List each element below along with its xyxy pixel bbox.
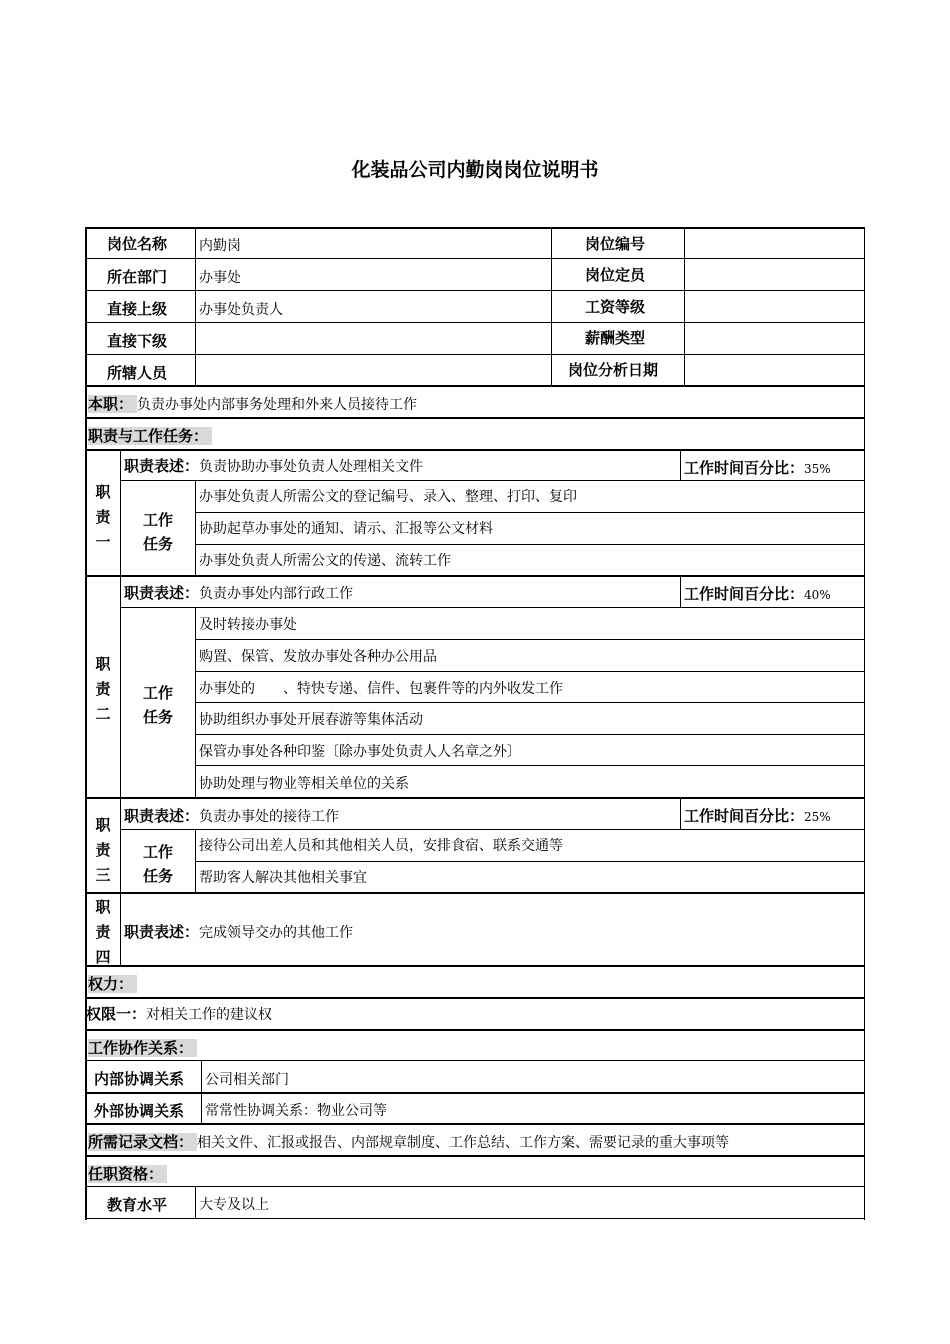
duty-1-pct-row xyxy=(684,458,831,479)
duty-2-label xyxy=(86,652,120,727)
duty-1-desc: 负责协助办事处负责人处理相关文件 xyxy=(199,459,424,475)
duty-2-char-3: 二 xyxy=(95,705,111,723)
qualification-header: 任职资格： xyxy=(88,1165,167,1183)
post-name-value: 内勤岗 xyxy=(199,238,241,254)
duty-1-task-label-2: 任务 xyxy=(142,535,173,553)
duties-header-row xyxy=(88,426,212,447)
duty-2-task-3: 办事处的 、特快专递、信件、包裹件等的内外收发工作 xyxy=(199,681,563,697)
quota-label: 岗位定员 xyxy=(585,266,646,284)
education-value: 大专及以上 xyxy=(199,1197,269,1213)
duty-3-pct-label: 工作时间百分比： xyxy=(684,807,805,825)
duty-2-char-2: 责 xyxy=(95,680,111,698)
internal-value: 公司相关部门 xyxy=(205,1072,289,1088)
duty-2-task-5: 保管办事处各种印鉴〔除办事处负责人人名章之外〕 xyxy=(199,744,521,760)
duty-2-desc: 负责办事处内部行政工作 xyxy=(199,586,354,602)
external-label: 外部协调关系 xyxy=(94,1102,185,1120)
duty-1-desc-row xyxy=(124,456,423,477)
power-header-row xyxy=(88,974,137,995)
duty-1-task-3: 办事处负责人所需公文的传递、流转工作 xyxy=(199,553,451,569)
duty-1-task-label-1: 工作 xyxy=(142,511,173,529)
relations-header-row xyxy=(88,1038,197,1059)
duty-2-pct-label: 工作时间百分比： xyxy=(684,585,805,603)
subordinate-label: 直接下级 xyxy=(107,332,168,350)
duty-3-task-label-1: 工作 xyxy=(142,843,173,861)
power-row xyxy=(86,1004,272,1025)
post-no-label: 岗位编号 xyxy=(585,235,646,253)
duty-3-task-label-2: 任务 xyxy=(142,867,173,885)
records-text: 相关文件、汇报或报告、内部规章制度、工作总结、工作方案、需要记录的重大事项等 xyxy=(197,1135,730,1151)
page-title: 化装品公司内勤岗岗位说明书 xyxy=(351,159,599,181)
staff-label: 所辖人员 xyxy=(107,364,168,382)
duty-2-desc-row xyxy=(124,583,353,604)
power-header: 权力： xyxy=(88,975,137,993)
external-value: 常常性协调关系：物业公司等 xyxy=(205,1103,387,1119)
pay-type-label: 薪酬类型 xyxy=(585,329,646,347)
duty-4-char-3: 四 xyxy=(95,948,111,966)
duty-text: 负责办事处内部事务处理和外来人员接待工作 xyxy=(137,397,418,413)
duty-1-char-3: 一 xyxy=(95,533,111,551)
duty-2-task-6: 协助处理与物业等相关单位的关系 xyxy=(199,776,409,792)
superior-label: 直接上级 xyxy=(107,300,168,318)
records-label: 所需记录文档： xyxy=(88,1133,197,1151)
power-label: 权限一： xyxy=(86,1005,147,1023)
duty-2-pct: 40% xyxy=(804,588,831,602)
duty-1-task-1: 办事处负责人所需公文的登记编号、录入、整理、打印、复印 xyxy=(199,489,577,505)
internal-label: 内部协调关系 xyxy=(94,1070,185,1088)
duty-1-char-2: 责 xyxy=(95,508,111,526)
duty-2-char-1: 职 xyxy=(95,655,111,673)
duty-3-pct-row xyxy=(684,806,831,827)
duty-row xyxy=(88,394,417,415)
duty-1-label xyxy=(86,480,120,555)
dept-value: 办事处 xyxy=(199,270,241,286)
duty-3-task-label xyxy=(121,840,195,888)
duty-4-desc: 完成领导交办的其他工作 xyxy=(199,925,354,941)
duty-4-desc-row xyxy=(124,922,353,943)
duty-1-desc-label: 职责表述： xyxy=(124,457,200,475)
duty-2-desc-label: 职责表述： xyxy=(124,584,200,602)
qualification-header-row xyxy=(88,1164,167,1185)
dept-label: 所在部门 xyxy=(107,268,168,286)
relations-header: 工作协作关系： xyxy=(88,1039,197,1057)
duty-3-desc: 负责办事处的接待工作 xyxy=(199,809,340,825)
duty-4-char-1: 职 xyxy=(95,898,111,916)
superior-value: 办事处负责人 xyxy=(199,302,283,318)
duty-4-char-2: 责 xyxy=(95,923,111,941)
grade-label: 工资等级 xyxy=(585,298,646,316)
duty-3-label xyxy=(86,813,120,888)
duty-2-task-1: 及时转接办事处 xyxy=(199,617,297,633)
duty-1-char-1: 职 xyxy=(95,483,111,501)
duty-3-task-1: 接待公司出差人员和其他相关人员，安排食宿、联系交通等 xyxy=(199,838,563,854)
analysis-date-label: 岗位分析日期 xyxy=(568,361,659,379)
duty-3-pct: 25% xyxy=(804,810,831,824)
duty-2-task-4: 协助组织办事处开展春游等集体活动 xyxy=(199,712,423,728)
duty-1-task-2: 协助起草办事处的通知、请示、汇报等公文材料 xyxy=(199,521,493,537)
power-text: 对相关工作的建议权 xyxy=(146,1007,273,1023)
duty-1-pct: 35% xyxy=(804,462,831,476)
duty-3-char-3: 三 xyxy=(95,866,111,884)
duty-2-task-2: 购置、保管、发放办事处各种办公用品 xyxy=(199,649,437,665)
duty-2-task-label xyxy=(121,681,195,729)
post-name-label: 岗位名称 xyxy=(107,235,168,253)
duty-1-pct-label: 工作时间百分比： xyxy=(684,459,805,477)
duty-3-char-2: 责 xyxy=(95,841,111,859)
duty-3-task-2: 帮助客人解决其他相关事宜 xyxy=(199,870,367,886)
duty-4-desc-label: 职责表述： xyxy=(124,923,200,941)
duty-label: 本职： xyxy=(88,395,137,413)
duty-2-task-label-1: 工作 xyxy=(142,684,173,702)
duty-3-desc-label: 职责表述： xyxy=(124,807,200,825)
duty-4-label xyxy=(86,895,120,970)
duties-header: 职责与工作任务： xyxy=(88,427,212,445)
duty-2-task-label-2: 任务 xyxy=(142,708,173,726)
duty-2-pct-row xyxy=(684,584,831,605)
duty-3-desc-row xyxy=(124,806,339,827)
records-row xyxy=(88,1132,729,1153)
education-label: 教育水平 xyxy=(107,1196,168,1214)
job-description-table xyxy=(85,227,865,1220)
duty-1-task-label xyxy=(121,508,195,556)
duty-3-char-1: 职 xyxy=(95,816,111,834)
